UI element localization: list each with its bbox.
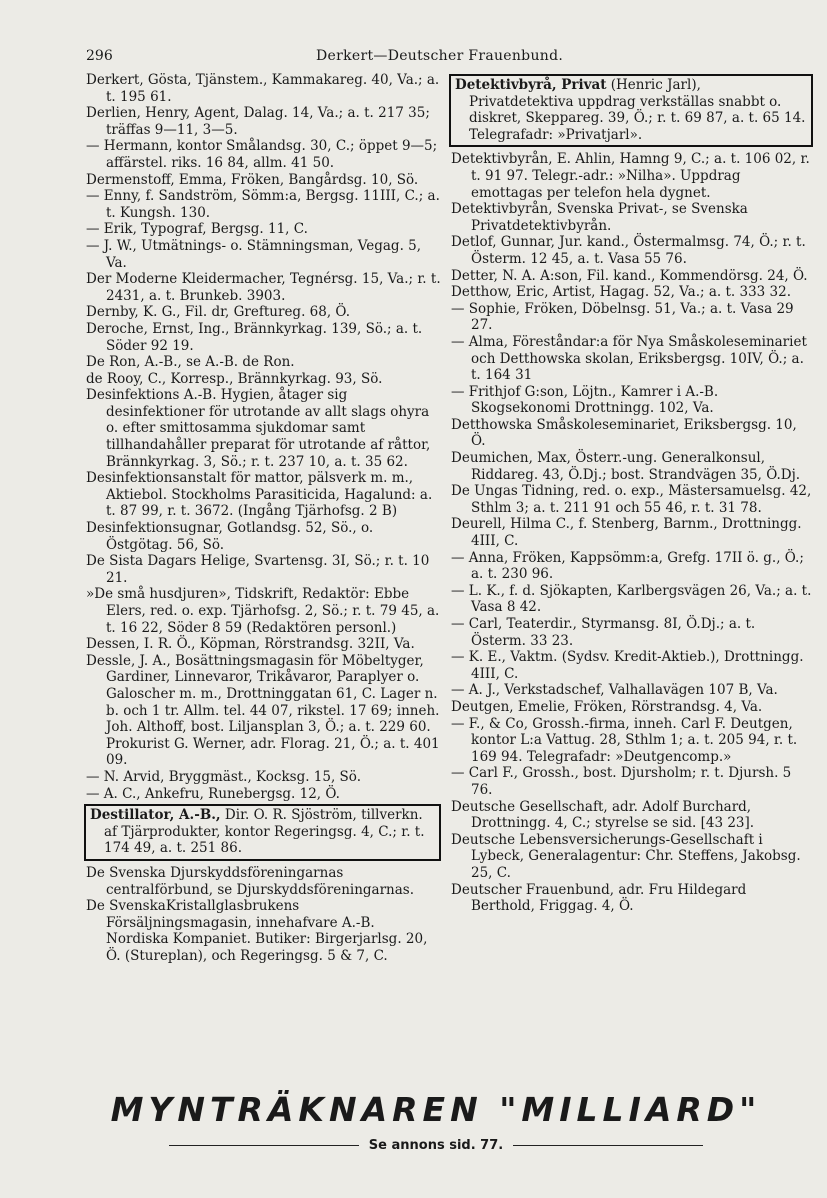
advert-note: Se annons sid. 77.	[368, 1138, 504, 1153]
advert-reference	[86, 1138, 786, 1160]
advert-name: Detektivbyrå, Privat	[455, 77, 607, 93]
directory-entry: Der Moderne Kleidermacher, Tegnérsg. 15, Va.; r. t. 2431, a. t. Brunkeb. 3903.	[86, 271, 441, 304]
directory-entry: — F., & Co, Grossh.-firma, inneh. Carl F. Deutgen, kontor L:a Vattug. 28, Sthlm 1; a. t. 205 94, r. t. 169 94. Telegrafadr: »Deutgencomp.»	[451, 715, 798, 765]
directory-entry: — A. J., Verkstadschef, Valhallavägen 107 B, Va.	[451, 682, 778, 699]
directory-entry: Derkert, Gösta, Tjänstem., Kammakareg. 40, Va.; a. t. 195 61.	[86, 72, 440, 105]
directory-entry: Detter, N. A. A:son, Fil. kand., Kommendörsg. 24, Ö.	[451, 267, 808, 284]
directory-entry: — Alma, Föreståndar:a för Nya Småskoleseminariet och Detthowska skolan, Eriksbergsg. 10IV, Ö.; a. t. 164 31	[451, 333, 807, 384]
advert-text: Dir. O. R. Sjöström, tillverkn. af Tjärprodukter, kontor Regeringsg. 4, C.; r. t. 174 49, a. t. 251 86.	[104, 807, 425, 857]
directory-entry: Detthowska Småskoleseminariet, Eriksbergsg. 10, Ö.	[451, 416, 797, 450]
directory-entry: Dermenstoff, Emma, Fröken, Bangårdsg. 10, Sö.	[86, 171, 419, 188]
directory-entry: Desinfektions A.-B. Hygien, åtager sig desinfektioner för utrotande av allt slags ohyra o. efter smittosamma sjukdomar samt tillhandahåller preparat för utrotande af råttor, Brännkyrkag. 3, Sö.; r. t. 237 10, a. t. 35 62.	[86, 387, 431, 470]
directory-entry: Deumichen, Max, Österr.-ung. Generalkonsul, Riddareg. 43, Ö.Dj.; bost. Strandvägen 35, Ö.Dj.	[451, 450, 801, 483]
directory-entry: — Anna, Fröken, Kappsömm:a, Grefg. 17II ö. g., Ö.; a. t. 230 96.	[451, 549, 804, 583]
rule-left	[169, 1145, 359, 1146]
directory-entry: De Ungas Tidning, red. o. exp., Mästersamuelsg. 42, Sthlm 3; a. t. 211 91 och 55 46, r. t. 31 78.	[451, 483, 812, 516]
directory-entry: Dessen, I. R. Ö., Köpman, Rörstrandsg. 32II, Va.	[86, 636, 415, 653]
directory-entry: Deroche, Ernst, Ing., Brännkyrkag. 139, Sö.; a. t. Söder 92 19.	[86, 320, 423, 354]
page-number: 296	[86, 48, 113, 64]
directory-entry: — Enny, f. Sandström, Sömm:a, Bergsg. 11III, C.; a. t. Kungsh. 130.	[86, 188, 440, 221]
directory-entry: Desinfektionsugnar, Gotlandsg. 52, Sö., o. Östgötag. 56, Sö.	[86, 520, 374, 553]
rule-right	[513, 1145, 703, 1146]
directory-entry: — A. C., Ankefru, Runebergsg. 12, Ö.	[86, 785, 340, 802]
directory-entry: Deutgen, Emelie, Fröken, Rörstrandsg. 4, Va.	[451, 698, 763, 715]
directory-entry: Derlien, Henry, Agent, Dalag. 14, Va.; a. t. 217 35; träffas 9—11, 3—5.	[86, 105, 430, 138]
advert-text: (Henric Jarl), Privatdetektiva uppdrag verkställas snabbt o. diskret, Skeppareg. 39, Ö.; r. t. 69 87, a. t. 65 14. Telegrafadr: »Privatjarl».	[469, 77, 806, 143]
directory-entry: Deurell, Hilma C., f. Stenberg, Barnm., Drottningg. 4III, C.	[451, 516, 802, 550]
directory-entry: De Sista Dagars Helige, Svartensg. 3I, Sö.; r. t. 10 21.	[86, 553, 430, 586]
directory-entry: Desinfektionsanstalt för mattor, pälsverk m. m., Aktiebol. Stockholms Parasiticida, Hagalund: a. t. 87 99, r. t. 3672. (Ingång Tjärhofsg. 2 B)	[86, 470, 433, 520]
directory-entry: »De små husdjuren», Tidskrift, Redaktör: Ebbe Elers, red. o. exp. Tjärhofsg. 2, Sö.; r. t. 79 45, a. t. 16 22, Söder 8 59 (Redaktören personl.)	[86, 586, 440, 636]
directory-entry: Deutsche Lebensversicherungs-Gesellschaft i Lybeck, Generalagentur: Chr. Steffens, Jakobsg. 25, C.	[451, 831, 801, 881]
directory-entry: — Carl F., Grossh., bost. Djursholm; r. t. Djursh. 5 76.	[451, 765, 792, 798]
directory-entry: Deutsche Gesellschaft, adr. Adolf Burchard, Drottningg. 4, C.; styrelse se sid. [43 23].	[451, 798, 755, 832]
directory-entry: — Sophie, Fröken, Döbelnsg. 51, Va.; a. t. Vasa 29 27.	[451, 300, 794, 334]
destillator-advert-box	[84, 804, 441, 861]
page-header	[86, 48, 746, 70]
directory-entry: — J. W., Utmätnings- o. Stämningsman, Vegag. 5, Va.	[86, 237, 422, 271]
directory-entry: Detlof, Gunnar, Jur. kand., Östermalmsg. 74, Ö.; r. t. Österm. 12 45, a. t. Vasa 55 76.	[451, 234, 806, 267]
advert-name: Destillator, A.-B.,	[90, 807, 221, 824]
advert-banner: MYNTRÄKNAREN "MILLIARD"	[110, 1090, 762, 1129]
directory-entry: — Erik, Typograf, Bergsg. 11, C.	[86, 221, 308, 238]
left-column	[86, 72, 441, 964]
directory-entry: Dessle, J. A., Bosättningsmagasin för Möbeltyger, Gardiner, Linnevaror, Trikåvaror, Paraplyer o. Galoscher m. m., Drottninggatan 61, C. Lager n. b. och 1 tr. Allm. tel. 44 07, rikstel. 17 69; inneh. Joh. Althoff, bost. Liljansplan 3, Ö.; a. t. 229 60. Prokurist G. Werner, adr. Florag. 21, Ö.; a. t. 401 09.	[86, 652, 440, 769]
directory-entry: Detthow, Eric, Artist, Hagag. 52, Va.; a. t. 333 32.	[451, 284, 792, 301]
directory-entry: — Carl, Teaterdir., Styrmansg. 8I, Ö.Dj.; a. t. Österm. 33 23.	[451, 616, 756, 649]
directory-entry: — L. K., f. d. Sjökapten, Karlbergsvägen 26, Va.; a. t. Vasa 8 42.	[451, 582, 812, 616]
detektivbyra-advert-box	[449, 74, 813, 147]
directory-entry: De Svenska Djurskyddsföreningarnas centralförbund, se Djurskyddsföreningarnas.	[86, 864, 415, 898]
directory-entry: de Rooy, C., Korresp., Brännkyrkag. 93, Sö.	[86, 370, 383, 387]
directory-entry: Deutscher Frauenbund, adr. Fru Hildegard Berthold, Friggag. 4, Ö.	[451, 881, 747, 915]
directory-entry: — N. Arvid, Bryggmäst., Kocksg. 15, Sö.	[86, 768, 361, 785]
directory-entry: Detektivbyrån, E. Ahlin, Hamng 9, C.; a. t. 106 02, r. t. 91 97. Telegr.-adr.: »Nilha». Uppdrag emottagas per telefon hela dygnet.	[451, 151, 810, 201]
directory-entry: De Ron, A.-B., se A.-B. de Ron.	[86, 354, 295, 371]
running-title: Derkert—Deutscher Frauenbund.	[316, 48, 564, 64]
directory-entry: — Hermann, kontor Smålandsg. 30, C.; öppet 9—5; affärstel. riks. 16 84, allm. 41 50.	[86, 138, 438, 171]
directory-entry: — K. E., Vaktm. (Sydsv. Kredit-Aktieb.), Drottningg. 4III, C.	[451, 649, 804, 682]
directory-entry: Dernby, K. G., Fil. dr, Greftureg. 68, Ö.	[86, 304, 350, 321]
directory-entry: — Frithjof G:son, Löjtn., Kamrer i A.-B. Skogsekonomi Drottningg. 102, Va.	[451, 383, 719, 417]
directory-entry: De SvenskaKristallglasbrukens Försäljningsmagasin, innehafvare A.-B. Nordiska Kompaniet. Butiker: Birgerjarlsg. 20, Ö. (Stureplan), och Regeringsg. 5 & 7, C.	[86, 898, 428, 964]
directory-entry: Detektivbyrån, Svenska Privat-, se Svenska Privatdetektivbyrån.	[451, 201, 748, 234]
right-column	[451, 72, 813, 915]
